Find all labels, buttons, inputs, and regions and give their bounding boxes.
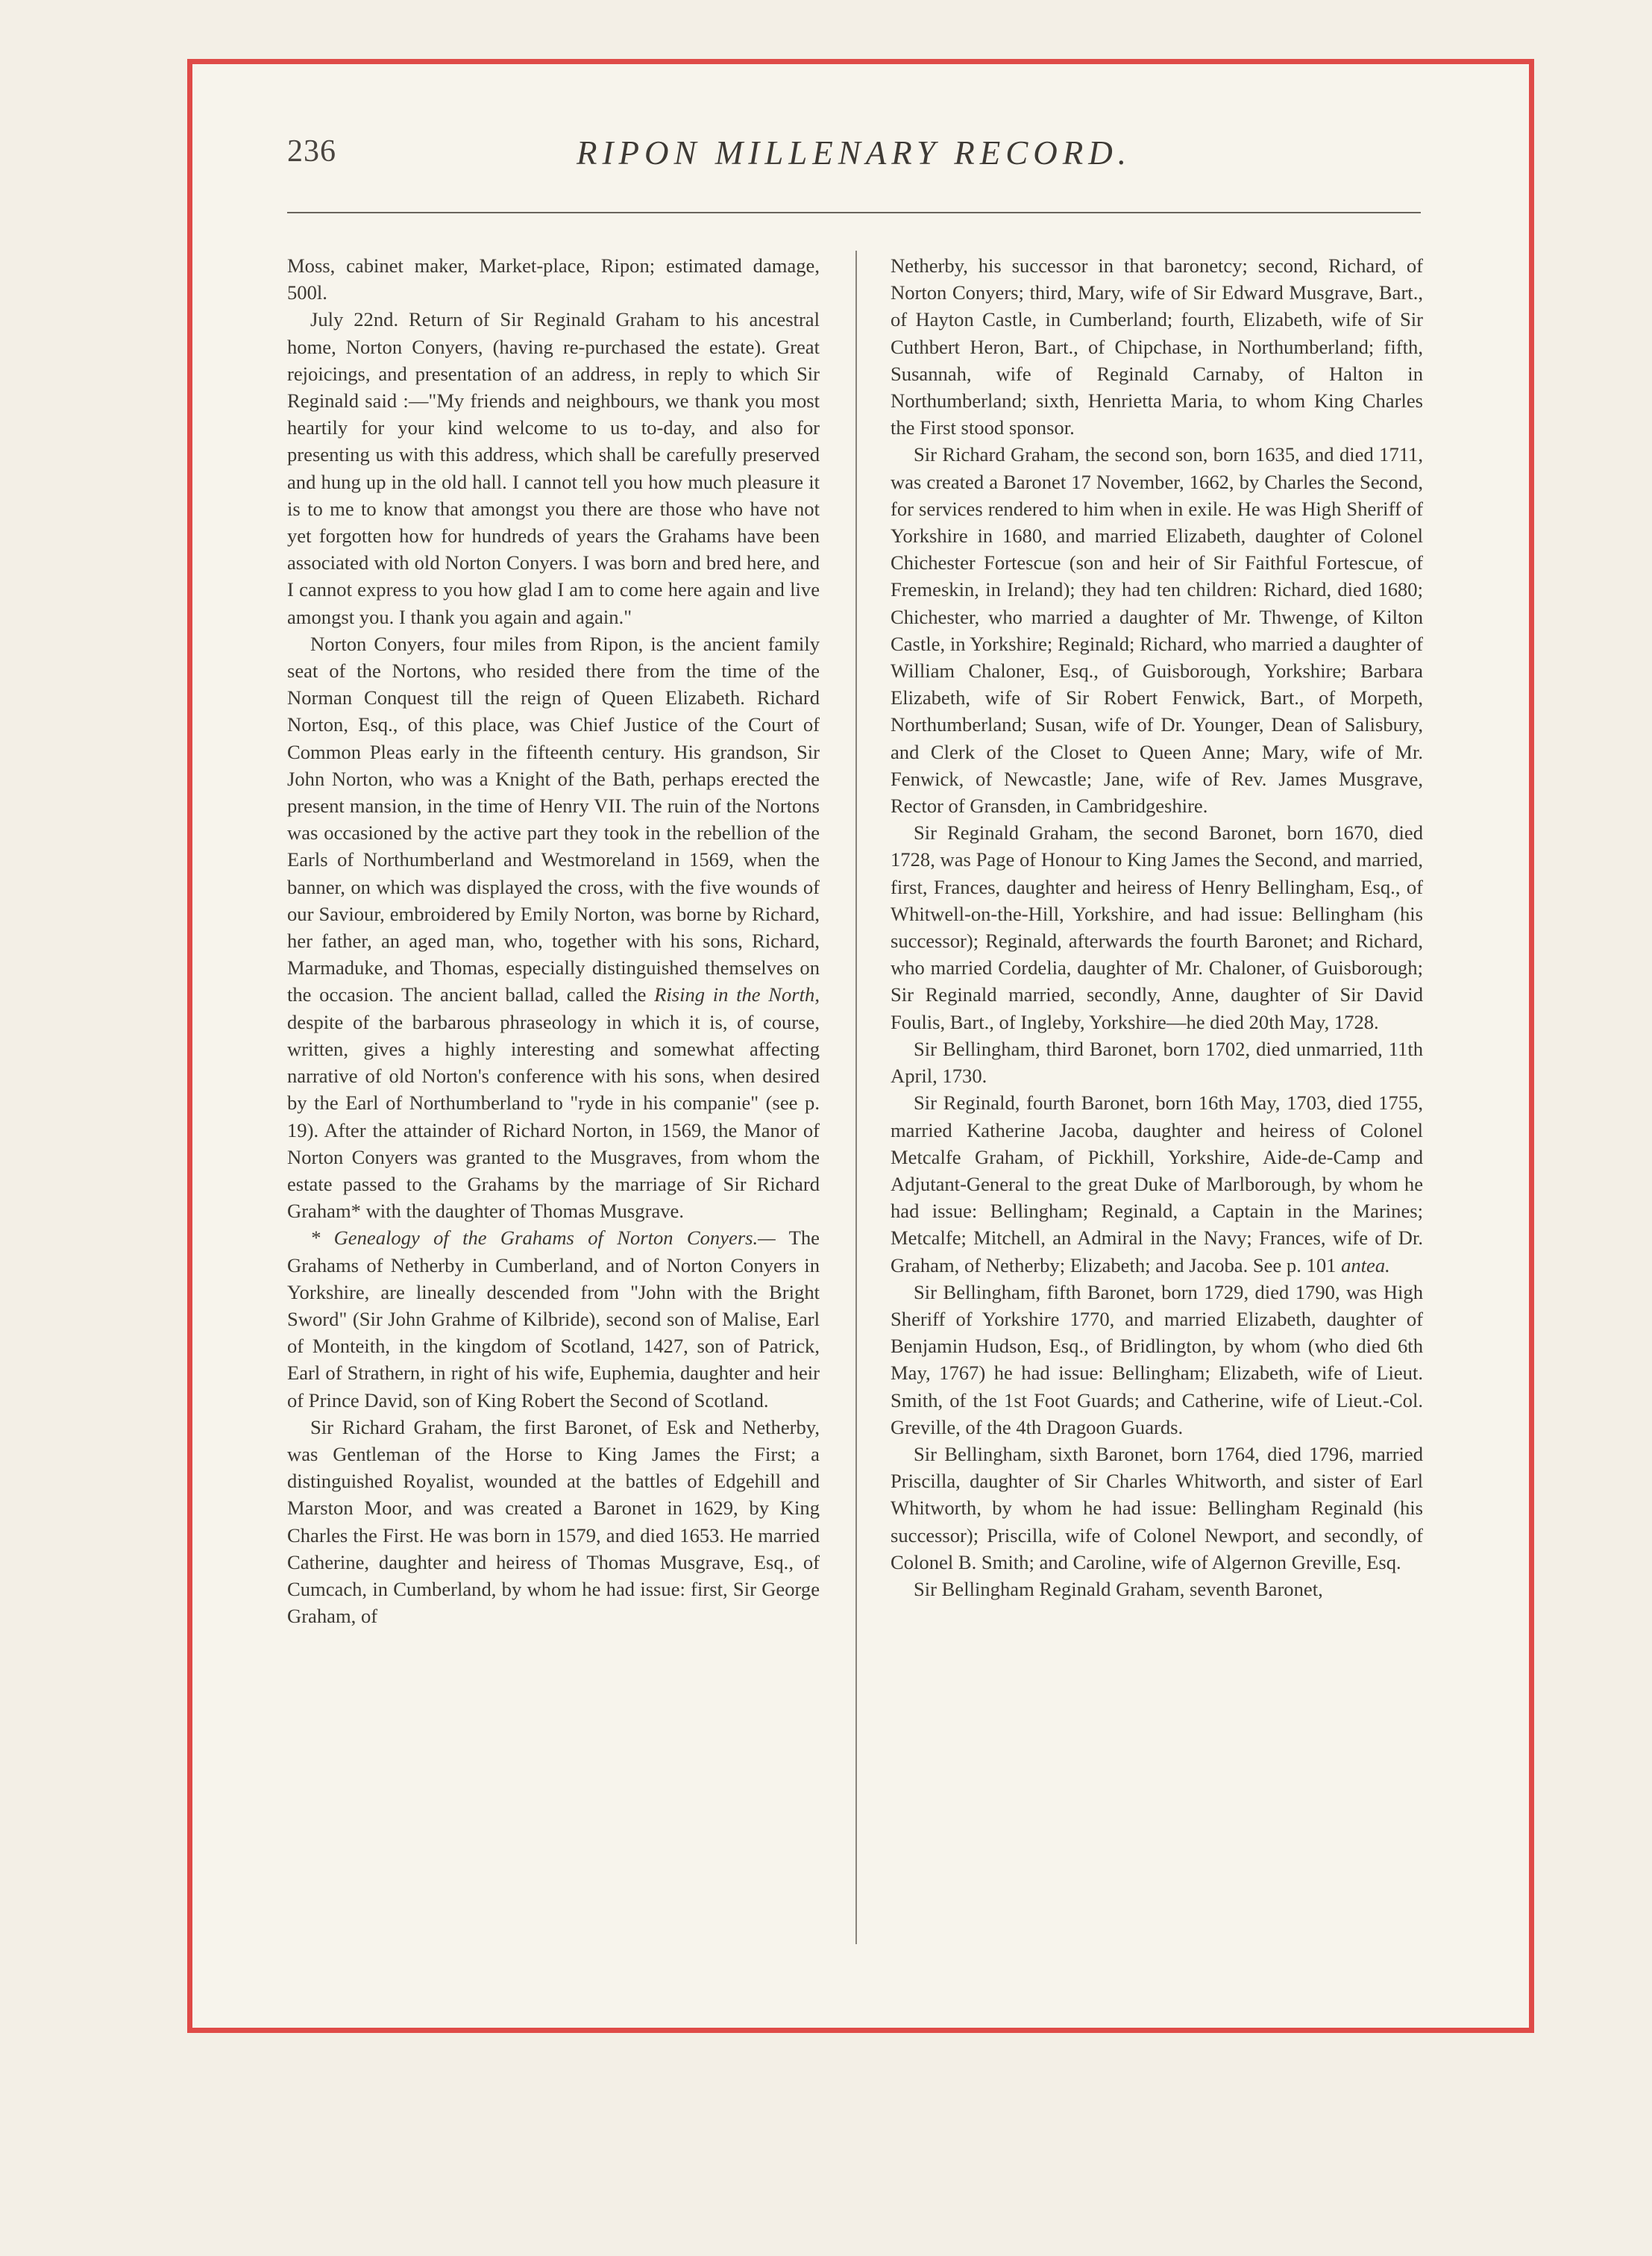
paragraph: Netherby, his successor in that baronetcy; second, Richard, of Norton Conyers; third, Mary, wife of Sir Edward Musgrave, Bart., of Hayton Castle, in Cumberland; fourth, Elizabeth, wife of Sir Cuthbert Heron, Bart., of Chipchase, in Northumberland; fifth, Susannah, wife of Reginald Carnaby, of Halton in Northumberland; sixth, Henrietta Maria, to whom King Charles the First stood sponsor. [891, 254, 1423, 439]
paragraph: Moss, cabinet maker, Market-place, Ripon; estimated damage, 500l. [287, 254, 820, 304]
ballad-title: Rising in the North, [654, 983, 820, 1006]
left-column [287, 252, 820, 1961]
header-rule [287, 212, 1421, 213]
column-divider [855, 251, 857, 1944]
running-title: RIPON MILLENARY RECORD. [577, 134, 1131, 172]
paragraph: Sir Reginald, fourth Baronet, born 16th May, 1703, died 1755, married Katherine Jacoba, daughter and heiress of Colonel Metcalfe Graham, of Pickhill, Yorkshire, Aide-de-Camp and Adjutant-General to the great Duke of Marlborough, by whom he had issue: Bellingham; Reginald, a Captain in the Marines; Metcalfe; Mitchell, an Admiral in the Navy; Frances, wife of Dr. Graham, of Netherby; Elizabeth; and Jacoba. See p. 101 antea. [891, 1091, 1423, 1276]
paragraph: Sir Richard Graham, the second son, born 1635, and died 1711, was created a Baronet 17 November, 1662, by Charles the Second, for services rendered to him when in exile. He was High Sheriff of Yorkshire in 1680, and married Elizabeth, daughter of Colonel Chichester Fortescue (son and heir of Sir Faithful Fortescue, of Fremeskin, in Ireland); they had ten children: Richard, died 1680; Chichester, who married a daughter of Mr. Thwenge, of Kilton Castle, in Yorkshire; Reginald; Richard, who married a daughter of William Chaloner, Esq., of Guisborough, Yorkshire; Barbara Elizabeth, wife of Sir Robert Fenwick, Bart., of Morpeth, Northumberland; Susan, wife of Dr. Younger, Dean of Salisbury, and Clerk of the Closet to Queen Anne; Mary, wife of Mr. Fenwick, of Newcastle; Jane, wife of Rev. James Musgrave, Rector of Gransden, in Cambridgeshire. [891, 443, 1423, 818]
paragraph: Norton Conyers, four miles from Ripon, is the ancient family seat of the Nortons, who resided there from the time of the Norman Conquest till the reign of Queen Elizabeth. Richard Norton, Esq., of this place, was Chief Justice of the Court of Common Pleas early in the fifteenth century. His grandson, Sir John Norton, who was a Knight of the Bath, perhaps erected the present mansion, in the time of Henry VII. The ruin of the Nortons was occasioned by the active part they took in the rebellion of the Earls of Northumberland and Westmoreland in 1569, when the banner, on which was displayed the cross, with the five wounds of our Saviour, embroidered by Emily Norton, was borne by Richard, her father, an aged man, who, together with his sons, Richard, Marmaduke, and Thomas, especially distinguished themselves on the occasion. The ancient ballad, called the Rising in the North, despite of the barbarous phraseology in which it is, of course, written, gives a highly interesting and somewhat affecting narrative of old Norton's conference with his sons, when desired by the Earl of Northumberland to "ryde in his companie" (see p. 19). After the attainder of Richard Norton, in 1569, the Manor of Norton Conyers was granted to the Musgraves, from whom the estate passed to the Grahams by the marriage of Sir Richard Graham* with the daughter of Thomas Musgrave. [287, 632, 820, 1223]
paragraph: Sir Bellingham, sixth Baronet, born 1764, died 1796, married Priscilla, daughter of Sir Charles Whitworth, and sister of Earl Whitworth, by whom he had issue: Bellingham Reginald (his successor); Priscilla, wife of Colonel Newport, and secondly, of Colonel B. Smith; and Caroline, wife of Algernon Greville, Esq. [891, 1442, 1423, 1573]
paragraph: July 22nd. Return of Sir Reginald Graham to his ancestral home, Norton Conyers, (having re-purchased the estate). Great rejoicings, and presentation of an address, in reply to which Sir Reginald said :—"My friends and neighbours, we thank you most heartily for your kind welcome to us to-day, and also for presenting us with this address, which shall be carefully preserved and hung up in the old hall. I cannot tell you how much pleasure it is to me to know that amongst you there are those who have not yet forgotten how for hundreds of years the Grahams have been associated with old Norton Conyers. I was born and bred here, and I cannot express to you how glad I am to come here again and live amongst you. I thank you again and again." [287, 308, 820, 628]
paragraph: Sir Bellingham, third Baronet, born 1702, died unmarried, 11th April, 1730. [891, 1037, 1423, 1088]
paragraph: Sir Reginald Graham, the second Baronet, born 1670, died 1728, was Page of Honour to King James the Second, and married, first, Frances, daughter and heiress of Henry Bellingham, Esq., of Whitwell-on-the-Hill, Yorkshire, and had issue: Bellingham (his successor); Reginald, afterwards the fourth Baronet; and Richard, who married Cordelia, daughter of Mr. Chaloner, of Guisborough; Sir Reginald married, secondly, Anne, daughter of Sir David Foulis, Bart., of Ingleby, Yorkshire—he died 20th May, 1728. [891, 821, 1423, 1033]
antea-italic: antea. [1341, 1253, 1390, 1276]
right-column [891, 252, 1423, 1961]
paragraph: Sir Bellingham Reginald Graham, seventh Baronet, [914, 1577, 1323, 1600]
paragraph: Sir Bellingham, fifth Baronet, born 1729, died 1790, was High Sheriff of Yorkshire 1770, and married Elizabeth, daughter of Benjamin Hudson, Esq., of Bridlington, by whom (who died 6th May, 1767) he had issue: Bellingham; Elizabeth, wife of Lieut. Smith, of the 1st Foot Guards; and Catherine, wife of Lieut.-Col. Greville, of the 4th Dragoon Guards. [891, 1280, 1423, 1438]
footnote-heading: * Genealogy of the Grahams of Norton Conyers.— [310, 1226, 776, 1250]
paragraph: Sir Richard Graham, the first Baronet, of Esk and Netherby, was Gentleman of the Horse to King James the First; a distinguished Royalist, wounded at the battles of Edgehill and Marston Moor, and was created a Baronet in 1629, by King Charles the First. He was born in 1579, and died 1653. He married Catherine, daughter and heiress of Thomas Musgrave, Esq., of Cumcach, in Cumberland, by whom he had issue: first, Sir George Graham, of [287, 1415, 820, 1628]
page-number: 236 [287, 134, 336, 169]
page-header [287, 134, 1421, 186]
footnote-paragraph: * Genealogy of the Grahams of Norton Conyers.— The Grahams of Netherby in Cumberland, and of Norton Conyers in Yorkshire, are lineally descended from "John with the Bright Sword" (Sir John Grahme of Kilbride), second son of Malise, Earl of Monteith, in the kingdom of Scotland, 1427, son of Patrick, Earl of Strathern, in right of his wife, Euphemia, daughter and heir of Prince David, son of King Robert the Second of Scotland. [287, 1226, 820, 1411]
